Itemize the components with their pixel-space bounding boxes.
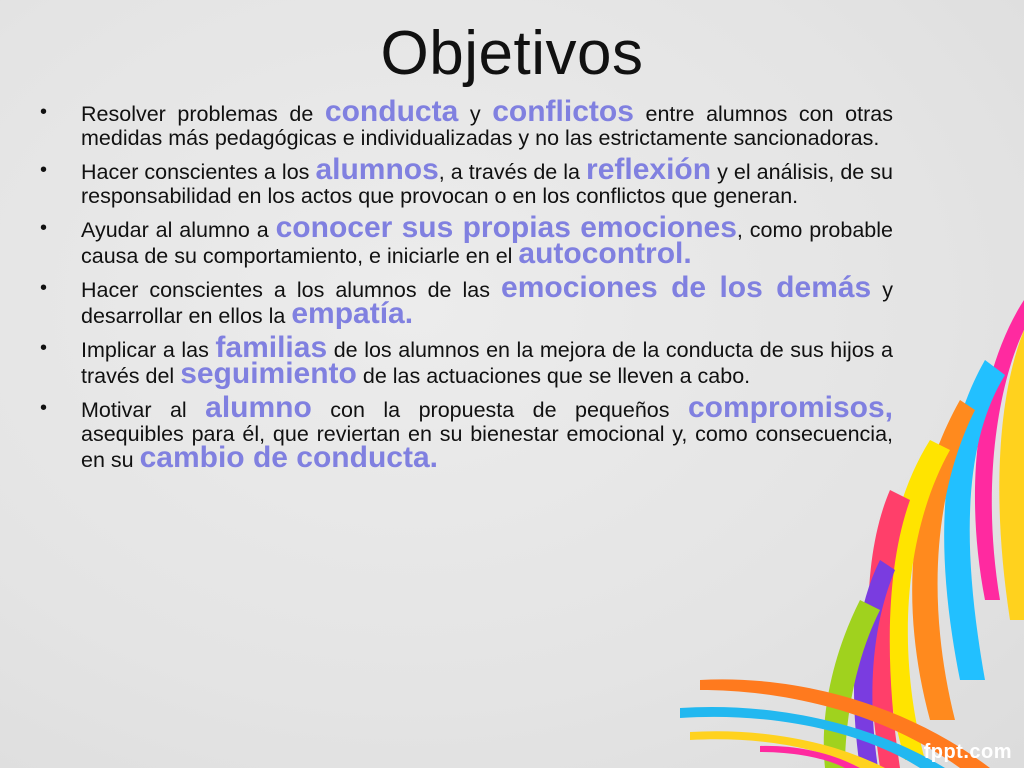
bullet-text: asequibles para él, que reviertan en su bienestar emocional y, como consecuencia, en su [81, 422, 893, 472]
bullet-item [40, 211, 893, 270]
bullet-text: Hacer conscientes a los alumnos de las [81, 278, 502, 302]
bullet-item [40, 391, 894, 474]
bullet-text: , como probable causa de su comportamiento, e iniciarle en el [81, 218, 893, 268]
bullet-text: Implicar a las [81, 338, 216, 362]
bullet-text: de las actuaciones que se lleven a cabo. [356, 364, 751, 388]
bullet-text: y [458, 102, 493, 126]
highlight-text: empatía. [291, 297, 414, 330]
highlight-text: alumno [205, 391, 312, 424]
bullet-text: Ayudar al alumno a [81, 218, 276, 242]
highlight-text: seguimiento [180, 357, 357, 390]
bullet-text: de los alumnos en la mejora de la conducta de sus hijos a través del [81, 338, 893, 388]
watermark-text: fppt.com [923, 741, 1012, 763]
highlight-text: alumnos [315, 153, 439, 186]
highlight-text: emociones de los demás [501, 271, 872, 304]
bullet-text: Motivar al [81, 398, 206, 422]
bullet-text: Hacer conscientes a los [81, 160, 316, 184]
bullet-list [40, 95, 894, 480]
bullet-item [40, 331, 893, 390]
bullet-text: Resolver problemas de [81, 102, 325, 126]
highlight-text: familias [215, 331, 328, 364]
highlight-text: cambio de conducta. [139, 441, 438, 474]
bullet-item [40, 271, 894, 330]
highlight-text: autocontrol. [518, 237, 692, 270]
highlight-text: conocer sus propias emociones [275, 211, 737, 244]
bullet-text: y desarrollar en ellos la [81, 278, 894, 328]
bullet-item [40, 95, 893, 150]
highlight-text: reflexión [586, 153, 712, 186]
highlight-text: conducta [324, 95, 459, 128]
bullet-text: y el análisis, de su responsabilidad en los actos que provocan o en los conflictos que generan. [81, 160, 893, 208]
bullet-item [40, 153, 893, 208]
bullet-text: con la propuesta de pequeños [311, 398, 688, 422]
slide-title: Objetivos [380, 19, 644, 88]
bullet-text: entre alumnos con otras medidas más pedagógicas e individualizadas y no las estrictamente sancionadoras. [81, 102, 893, 150]
bullet-text: , a través de la [438, 160, 587, 184]
highlight-text: compromisos, [687, 391, 894, 424]
highlight-text: conflictos [492, 95, 634, 128]
